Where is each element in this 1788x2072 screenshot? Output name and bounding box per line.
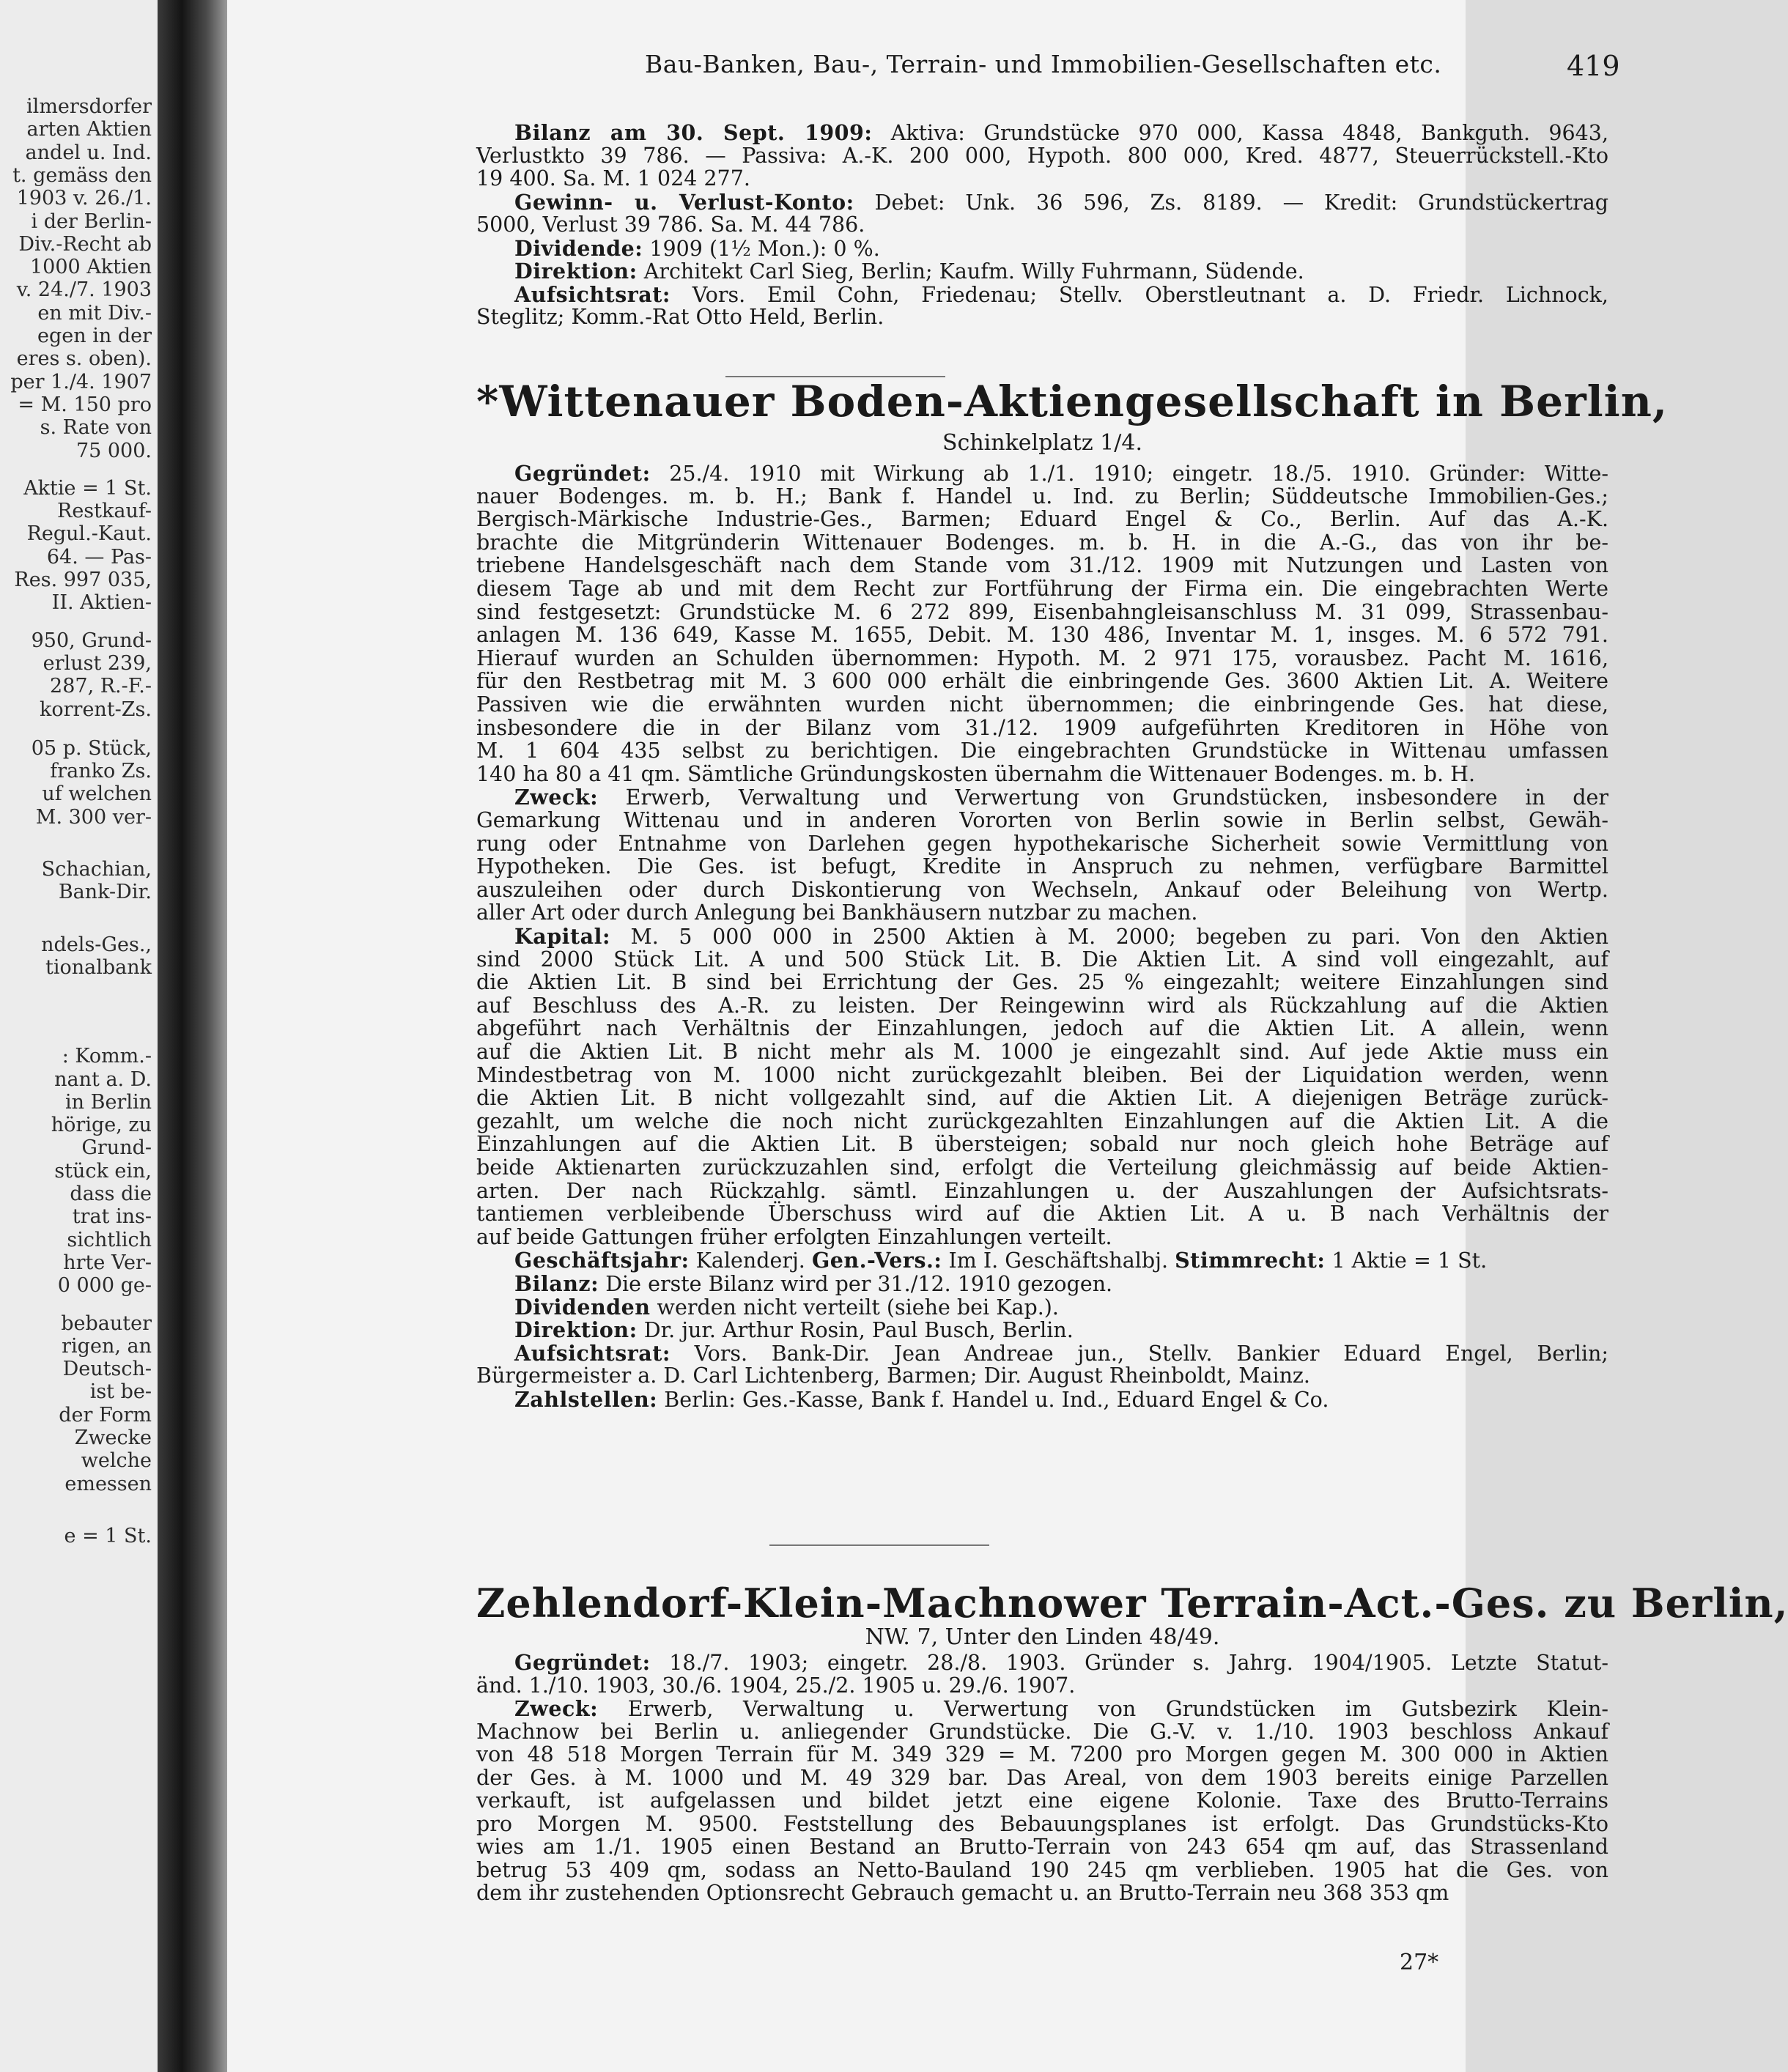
text-line — [476, 1295, 1608, 1320]
text-line — [476, 1720, 1608, 1744]
text-line — [476, 994, 1608, 1018]
field-text: 1909 (1½ Mon.): 0 %. — [643, 236, 880, 261]
signature-mark: 27* — [1400, 1950, 1439, 1975]
text-line — [476, 1364, 1608, 1388]
field-text: aller Art oder durch Anlegung bei Bankhäusern nutzbar zu machen. — [476, 900, 1198, 925]
text-line — [476, 971, 1608, 994]
field-text: verkauft, ist aufgelassen und bildet jetzt eine eigene Kolonie. Taxe des Brutto-Terrains — [476, 1788, 1608, 1813]
field-label: Zweck: — [514, 785, 599, 810]
field-label: Aufsichtsrat: — [514, 281, 670, 307]
field-label: Dividende: — [514, 235, 643, 261]
field-text: Aktiva: Grundstücke 970 000, Kassa 4848, Bankguth. 9643, — [872, 121, 1608, 145]
field-text: Verlustkto 39 786. — Passiva: A.-K. 200 000, Hypoth. 800 000, Kred. 4877, Steuerrückstell.-Kto — [476, 143, 1608, 168]
text-line — [476, 1859, 1608, 1882]
previous-page-fragment: v. 24./7. 1903 — [16, 278, 152, 302]
text-line — [476, 577, 1608, 601]
previous-page-fragment: korrent-Zs. — [40, 698, 152, 721]
previous-page-fragment: Aktie = 1 St. — [23, 476, 152, 500]
previous-page-fragment: Deutsch- — [62, 1358, 152, 1381]
previous-page-fragment: ndels-Ges., — [41, 933, 152, 956]
text-line — [476, 948, 1608, 972]
field-label: Gewinn- u. Verlust-Konto: — [514, 189, 854, 215]
text-line — [476, 531, 1608, 555]
previous-page-fragment: ist be- — [89, 1380, 152, 1404]
field-text: Vors. Bank-Dir. Jean Andreae jun., Stellv. Bankier Eduard Engel, Berlin; — [670, 1341, 1608, 1366]
previous-page-fragment: stück ein, — [54, 1159, 152, 1183]
text-line — [476, 1110, 1608, 1133]
field-text: Mindestbetrag von M. 1000 nicht zurückgezahlt bleiben. Bei der Liquidation werden, wenn — [476, 1062, 1608, 1087]
field-text: arten. Der nach Rückzahlg. sämtl. Einzahlungen u. der Auszahlungen der Aufsichtsrats- — [476, 1178, 1608, 1203]
field-text: gezahlt, um welche die noch nicht zurückgezahlten Einzahlungen auf die Aktien Lit. A die — [476, 1109, 1608, 1133]
previous-page-fragment: 1000 Aktien — [29, 256, 152, 279]
field-label: Kapital: — [514, 924, 610, 949]
field-label: Direktion: — [514, 1317, 638, 1343]
previous-page-fragment: 287, R.-F.- — [50, 675, 152, 698]
text-line — [476, 1697, 1608, 1721]
field-text: auf die Aktien Lit. B nicht mehr als M. 1000 je eingezahlt sind. Auf jede Aktie muss ein — [476, 1040, 1608, 1064]
text-line — [476, 925, 1608, 949]
text-line — [476, 1226, 1608, 1249]
field-text: Machnow bei Berlin u. anliegender Grundstücke. Die G.-V. v. 1./10. 1903 beschloss Ankauf — [476, 1719, 1608, 1744]
text-line — [476, 1789, 1608, 1813]
previous-page-fragment: t. gemäss den — [12, 163, 152, 187]
previous-page-fragment: Grund- — [81, 1136, 152, 1160]
previous-page-fragment: nant a. D. — [54, 1068, 152, 1091]
field-text: auf Beschluss des A.-R. zu leisten. Der Reingewinn wird als Rückzahlung auf die Aktien — [476, 993, 1608, 1018]
previous-page-fragment: Bank-Dir. — [58, 881, 152, 904]
previous-page-fragment: = M. 150 pro — [18, 393, 152, 416]
field-text: Steglitz; Komm.-Rat Otto Held, Berlin. — [476, 305, 884, 329]
field-text: Architekt Carl Sieg, Berlin; Kaufm. Willy Fuhrmann, Südende. — [637, 259, 1304, 284]
field-text: 19 400. Sa. M. 1 024 277. — [476, 166, 750, 190]
text-line — [476, 1882, 1608, 1905]
field-text: nauer Bodenges. m. b. H.; Bank f. Handel u. Ind. zu Berlin; Süddeutsche Immobilien-Ges.; — [476, 484, 1608, 508]
text-line — [476, 144, 1608, 168]
text-line — [476, 1017, 1608, 1040]
text-line — [476, 1813, 1608, 1836]
previous-page-fragment: franko Zs. — [50, 760, 152, 783]
field-text: auszuleihen oder durch Diskontierung von Wechseln, Ankauf oder Beleihung von Wertp. — [476, 877, 1608, 902]
company-title-zehlendorf: Zehlendorf-Klein-Machnower Terrain-Act.-Ges. zu Berlin, — [476, 1580, 1788, 1627]
text-line — [476, 1087, 1608, 1110]
field-text: Kalenderj. — [689, 1248, 812, 1273]
text-line — [476, 809, 1608, 832]
text-line — [476, 1156, 1608, 1180]
text-line — [476, 283, 1608, 307]
field-text: 25./4. 1910 mit Wirkung ab 1./1. 1910; eingetr. 18./5. 1910. Gründer: Witte- — [650, 462, 1608, 486]
field-label: Aufsichtsrat: — [514, 1340, 670, 1366]
previous-page-fragment: andel u. Ind. — [25, 141, 152, 164]
previous-page-fragment: Restkauf- — [56, 500, 152, 523]
previous-page-fragment: 1903 v. 26./1. — [16, 187, 152, 210]
text-line — [476, 1318, 1608, 1342]
book-gutter — [158, 0, 227, 2072]
text-line — [476, 785, 1608, 810]
text-line — [476, 832, 1608, 856]
section-divider — [769, 1544, 989, 1546]
previous-page-fragment: 05 p. Stück, — [31, 736, 152, 760]
previous-page-fragment: dass die — [70, 1183, 152, 1205]
previous-page-fragment: Div.-Recht ab — [18, 232, 152, 256]
previous-page-fragment: s. Rate von — [40, 416, 152, 440]
text-line — [476, 554, 1608, 577]
previous-page-fragment: egen in der — [37, 325, 152, 347]
field-text: pro Morgen M. 9500. Feststellung des Bebauungsplanes ist erfolgt. Das Grundstücks-Kto — [476, 1811, 1608, 1836]
text-line — [476, 462, 1608, 486]
field-text: insbesondere die in der Bilanz vom 31./12. 1909 aufgeführten Kreditoren in Höhe von — [476, 715, 1608, 740]
field-text: betrug 53 409 qm, sodass an Netto-Bauland 190 245 qm verblieben. 1905 hat die Ges. von — [476, 1857, 1608, 1882]
previous-page-fragment: der Form — [59, 1403, 152, 1427]
field-text: anlagen M. 136 649, Kasse M. 1655, Debit. M. 130 486, Inventar M. 1, insges. M. 6 572 791. — [476, 623, 1608, 648]
previous-page-fragment: hörige, zu — [51, 1114, 152, 1137]
field-text: sind 2000 Stück Lit. A und 500 Stück Lit. B. Die Aktien Lit. A sind voll eingezahlt, auf — [476, 947, 1608, 972]
field-text: Gemarkung Wittenau und in anderen Vororten von Berlin sowie in Berlin selbst, Gewäh- — [476, 808, 1608, 832]
text-line — [476, 693, 1608, 717]
previous-page-fragment: in Berlin — [65, 1090, 152, 1114]
previous-page-fragment: tionalbank — [45, 955, 152, 979]
previous-page-fragment: trat ins- — [72, 1205, 152, 1229]
text-line — [476, 167, 1608, 190]
previous-page-fragment: rigen, an — [62, 1334, 152, 1358]
company-address-zehlendorf: NW. 7, Unter den Linden 48/49. — [865, 1624, 1220, 1650]
field-label: Gegründet: — [514, 1650, 651, 1675]
previous-page-fragment: e = 1 St. — [64, 1524, 152, 1547]
text-line — [476, 601, 1608, 624]
field-text: Bergisch-Märkische Industrie-Ges., Barmen; Eduard Engel & Co., Berlin. Auf das A.-K. — [476, 507, 1608, 532]
previous-page-fragment: eres s. oben). — [16, 347, 152, 371]
previous-page-fragment: arten Aktien — [26, 118, 152, 141]
field-text: M. 5 000 000 in 2500 Aktien à M. 2000; begeben zu pari. Von den Aktien — [610, 925, 1608, 949]
field-text: Erwerb, Verwaltung und Verwertung von Grundstücken, insbesondere in der — [598, 785, 1608, 810]
field-text: rung oder Entnahme von Darlehen gegen hypothekarische Sicherheit sowie Vermittlung von — [476, 831, 1608, 856]
text-line — [476, 485, 1608, 508]
field-text: Dr. jur. Arthur Rosin, Paul Busch, Berlin. — [637, 1318, 1074, 1343]
field-text: 140 ha 80 a 41 qm. Sämtliche Gründungskosten übernahm die Wittenauer Bodenges. m. b. H. — [476, 761, 1476, 786]
field-text: der Ges. à M. 1000 und M. 49 329 bar. Das Areal, von dem 1903 bereits einige Parzellen — [476, 1765, 1608, 1790]
field-text: Vors. Emil Cohn, Friedenau; Stellv. Oberstleutnant a. D. Friedr. Lichnock, — [670, 282, 1608, 307]
page — [227, 0, 1788, 2072]
field-text: 5000, Verlust 39 786. Sa. M. 44 786. — [476, 212, 865, 237]
field-label: Gen.-Vers.: — [811, 1248, 942, 1273]
text-line — [476, 1835, 1608, 1859]
text-line — [476, 237, 1608, 261]
previous-page-fragment: hrte Ver- — [63, 1251, 152, 1274]
field-text: Bürgermeister a. D. Carl Lichtenberg, Barmen; Dir. August Rheinboldt, Mainz. — [476, 1364, 1310, 1388]
previous-page-fragment: ilmersdorfer — [26, 95, 152, 118]
field-text: Hierauf wurden an Schulden übernommen: Hypoth. M. 2 971 175, vorausbez. Pacht M. 1616, — [476, 645, 1608, 670]
text-line — [476, 508, 1608, 531]
field-text: beide Aktienarten zurückzuzahlen sind, erfolgt die Verteilung gleichmässig auf beide Aktien- — [476, 1155, 1608, 1180]
field-text: triebene Handelsgeschäft nach dem Stande vom 31./12. 1909 mit Nutzungen und Lasten von — [476, 553, 1608, 578]
previous-page-fragment: bebauter — [61, 1311, 152, 1335]
previous-page-fragment: : Komm.- — [62, 1045, 152, 1068]
field-text: M. 1 604 435 selbst zu berichtigen. Die eingebrachten Grundstücke in Wittenau umfassen — [476, 739, 1608, 763]
field-text: werden nicht verteilt (siehe bei Kap.). — [650, 1295, 1059, 1320]
text-line — [476, 1180, 1608, 1203]
running-head: Bau-Banken, Bau-, Terrain- und Immobilien-Gesellschaften etc. — [645, 50, 1442, 78]
field-text: für den Restbetrag mit M. 3 600 000 erhält die einbringende Ges. 3600 Aktien Lit. A. Weitere — [476, 669, 1608, 694]
previous-page-fragment: sichtlich — [67, 1228, 152, 1251]
previous-page-fragment: per 1./4. 1907 — [10, 370, 152, 393]
field-text: Berlin: Ges.-Kasse, Bank f. Handel u. Ind., Eduard Engel & Co. — [657, 1388, 1329, 1412]
text-line — [476, 259, 1608, 284]
previous-page-fragment: M. 300 ver- — [35, 805, 152, 829]
text-line — [476, 739, 1608, 763]
text-line — [476, 624, 1608, 647]
field-label: Geschäftsjahr: — [514, 1248, 690, 1273]
text-line — [476, 306, 1608, 329]
field-text: Im I. Geschäftshalbj. — [942, 1248, 1175, 1273]
text-line — [476, 901, 1608, 925]
text-line — [476, 1248, 1608, 1273]
previous-page-fragment: welche — [81, 1449, 152, 1473]
text-line — [476, 1064, 1608, 1087]
text-line — [476, 190, 1608, 215]
previous-page-margin — [0, 0, 158, 2072]
field-text: tantiemen verbleibende Überschuss wird auf die Aktien Lit. A u. B nach Verhältnis der — [476, 1202, 1608, 1226]
text-line — [476, 647, 1608, 670]
text-line — [476, 1766, 1608, 1790]
previous-page-fragment: emessen — [64, 1472, 152, 1495]
text-line — [476, 1040, 1608, 1064]
field-text: 18./7. 1903; eingetr. 28./8. 1903. Gründer s. Jahrg. 1904/1905. Letzte Statut- — [650, 1651, 1608, 1675]
previous-page-fragment: erlust 239, — [43, 651, 152, 675]
field-text: Die erste Bilanz wird per 31./12. 1910 gezogen. — [599, 1272, 1113, 1296]
field-text: wies am 1./1. 1905 einen Bestand an Brutto-Terrain von 243 654 qm auf, das Strassenland — [476, 1835, 1608, 1859]
field-label: Dividenden — [514, 1294, 651, 1320]
text-line — [476, 1388, 1608, 1412]
text-line — [476, 855, 1608, 878]
company-address-wittenauer: Schinkelplatz 1/4. — [942, 430, 1143, 456]
previous-page-fragment: i der Berlin- — [31, 210, 152, 233]
text-line — [476, 1651, 1608, 1675]
field-text: Hypotheken. Die Ges. ist befugt, Kredite in Anspruch zu nehmen, verfügbare Barmittel — [476, 854, 1608, 879]
field-label: Bilanz: — [514, 1271, 599, 1296]
field-text: änd. 1./10. 1903, 30./6. 1904, 25./2. 1905 u. 29./6. 1907. — [476, 1673, 1076, 1698]
previous-page-fragment: uf welchen — [42, 782, 152, 806]
previous-page-fragment: Schachian, — [41, 858, 152, 881]
text-line — [476, 213, 1608, 237]
field-text: Erwerb, Verwaltung u. Verwertung von Grundstücken im Gutsbezirk Klein- — [598, 1697, 1608, 1721]
field-text: 1 Aktie = 1 St. — [1325, 1248, 1488, 1273]
field-text: sind festgesetzt: Grundstücke M. 6 272 899, Eisenbahngleisanschluss M. 31 099, Strassenbau- — [476, 599, 1608, 624]
text-line — [476, 1342, 1608, 1366]
previous-page-fragment: 75 000. — [75, 439, 152, 462]
text-line — [476, 1272, 1608, 1296]
field-text: brachte die Mitgründerin Wittenauer Bodenges. m. b. H. in die A.-G., das von ihr be- — [476, 530, 1608, 555]
previous-page-fragment: en mit Div.- — [37, 301, 152, 325]
previous-page-fragment: 0 000 ge- — [57, 1274, 152, 1298]
page-number: 419 — [1567, 50, 1620, 82]
text-line — [476, 670, 1608, 693]
field-text: die Aktien Lit. B sind bei Errichtung der Ges. 25 % eingezahlt; weitere Einzahlungen sind — [476, 970, 1608, 995]
previous-page-fragment: Res. 997 035, — [14, 569, 152, 591]
text-line — [476, 121, 1608, 145]
text-line — [476, 1674, 1608, 1698]
field-label: Direktion: — [514, 259, 638, 284]
text-line — [476, 1743, 1608, 1766]
field-text: auf beide Gattungen früher erfolgten Einzahlungen verteilt. — [476, 1224, 1112, 1249]
field-text: Debet: Unk. 36 596, Zs. 8189. — Kredit: Grundstückertrag — [854, 190, 1608, 215]
field-text: Einzahlungen auf die Aktien Lit. B übersteigen; sobald nur noch gleich hohe Beträge auf — [476, 1132, 1608, 1157]
company-title-wittenauer: *Wittenauer Boden-Aktiengesellschaft in Berlin, — [476, 377, 1669, 426]
field-text: die Aktien Lit. B nicht vollgezahlt sind, auf die Aktien Lit. A diejenigen Beträge zurück- — [476, 1086, 1608, 1111]
previous-page-fragment: Regul.-Kaut. — [26, 522, 152, 546]
field-label: Stimmrecht: — [1175, 1248, 1326, 1273]
previous-page-fragment: 64. — Pas- — [46, 545, 152, 569]
field-text: abgeführt nach Verhältnis der Einzahlungen, jedoch auf die Aktien Lit. A allein, wenn — [476, 1016, 1608, 1041]
field-label: Bilanz am 30. Sept. 1909: — [514, 120, 873, 145]
field-label: Zweck: — [514, 1696, 599, 1721]
text-line — [476, 717, 1608, 740]
field-text: von 48 518 Morgen Terrain für M. 349 329 = M. 7200 pro Morgen gegen M. 300 000 in Aktien — [476, 1742, 1608, 1766]
text-line — [476, 1133, 1608, 1156]
field-text: diesem Tage ab und mit dem Recht zur Fortführung der Firma ein. Die eingebrachten Werte — [476, 577, 1608, 601]
previous-page-fragment: Zwecke — [74, 1427, 152, 1449]
text-line — [476, 763, 1608, 786]
text-line — [476, 1202, 1608, 1226]
field-text: dem ihr zustehenden Optionsrecht Gebrauch gemacht u. an Brutto-Terrain neu 368 353 qm — [476, 1881, 1449, 1905]
field-label: Gegründet: — [514, 461, 651, 486]
previous-page-fragment: II. Aktien- — [51, 591, 152, 615]
field-label: Zahlstellen: — [514, 1387, 658, 1412]
text-line — [476, 878, 1608, 902]
previous-page-fragment: 950, Grund- — [31, 629, 152, 652]
field-text: Passiven wie die erwähnten wurden nicht übernommen; die einbringende Ges. hat diese, — [476, 692, 1608, 717]
